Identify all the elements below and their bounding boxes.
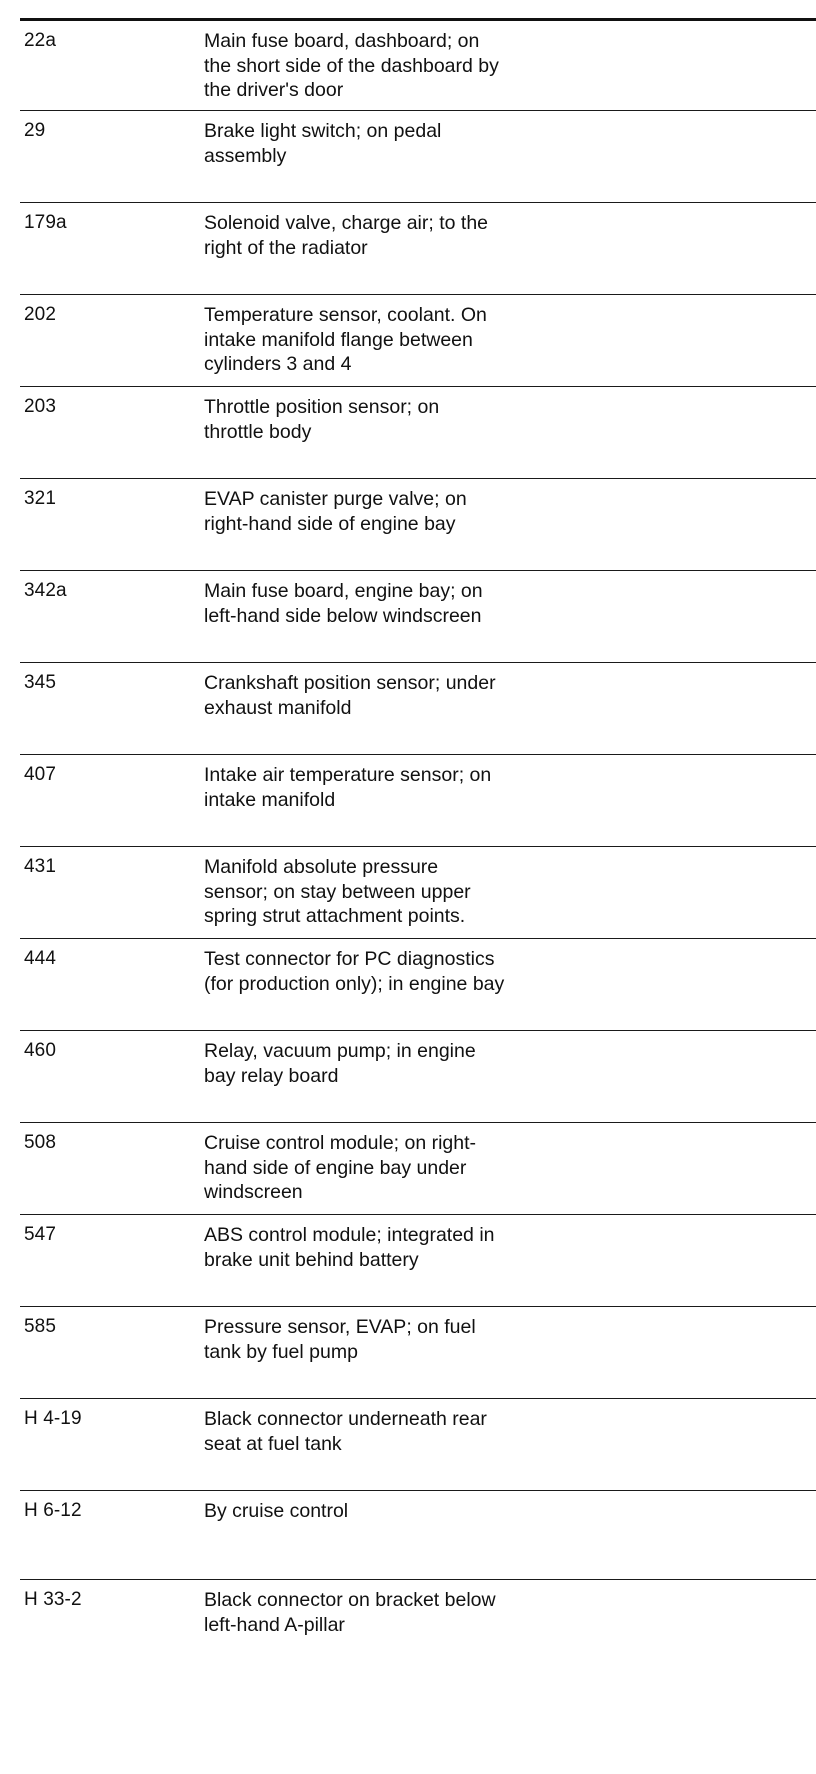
table-row (20, 1398, 816, 1490)
component-code: 547 (24, 1224, 57, 1245)
component-location-description: Black connector underneath rear seat at fuel tank (204, 1408, 487, 1455)
component-code: 203 (24, 396, 57, 417)
component-location-description: Relay, vacuum pump; in engine bay relay board (204, 1040, 476, 1087)
component-code: 444 (24, 948, 57, 969)
table-row (20, 570, 816, 662)
component-location-description: Solenoid valve, charge air; to the right of the radiator (204, 212, 489, 259)
component-location-description: Test connector for PC diagnostics (for production only); in engine bay (204, 948, 505, 995)
table-row (20, 846, 816, 938)
component-code: 345 (24, 672, 57, 693)
table-row (20, 754, 816, 846)
table-row (20, 1306, 816, 1398)
component-location-description: Black connector on bracket below left-hand A-pillar (204, 1589, 496, 1636)
component-location-description: Manifold absolute pressure sensor; on stay between upper spring strut attachment points. (204, 856, 471, 927)
component-code: 321 (24, 488, 57, 509)
component-location-description: ABS control module; integrated in brake unit behind battery (204, 1224, 495, 1271)
component-code: 179a (24, 212, 67, 233)
component-location-description: Temperature sensor, coolant. On intake manifold flange between cylinders 3 and 4 (204, 304, 487, 375)
component-code: 202 (24, 304, 57, 325)
table-row (20, 202, 816, 294)
component-code: 29 (24, 120, 46, 141)
component-code: 508 (24, 1132, 57, 1153)
component-location-description: Main fuse board, dashboard; on the short side of the dashboard by the driver's door (204, 30, 499, 101)
component-code: H 4-19 (24, 1408, 82, 1429)
component-location-description: By cruise control (204, 1500, 349, 1522)
table-row (20, 478, 816, 570)
table-row (20, 1490, 816, 1579)
component-code: 460 (24, 1040, 57, 1061)
table-row (20, 18, 816, 110)
table-row (20, 1579, 816, 1671)
component-location-description: Crankshaft position sensor; under exhaust manifold (204, 672, 496, 719)
table-row (20, 1030, 816, 1122)
component-code: 431 (24, 856, 57, 877)
component-location-description: Intake air temperature sensor; on intake manifold (204, 764, 492, 811)
table-row (20, 1214, 816, 1306)
component-code: 585 (24, 1316, 57, 1337)
component-code: 342a (24, 580, 67, 601)
table-row (20, 662, 816, 754)
table-row (20, 294, 816, 386)
component-location-description: Throttle position sensor; on throttle body (204, 396, 440, 443)
table-row (20, 938, 816, 1030)
table-row (20, 110, 816, 202)
component-code: H 6-12 (24, 1500, 82, 1521)
component-location-description: Main fuse board, engine bay; on left-hand side below windscreen (204, 580, 483, 627)
component-code: H 33-2 (24, 1589, 82, 1610)
component-location-description: Brake light switch; on pedal assembly (204, 120, 442, 167)
component-location-description: Cruise control module; on right- hand side of engine bay under windscreen (204, 1132, 477, 1203)
component-location-description: EVAP canister purge valve; on right-hand side of engine bay (204, 488, 467, 535)
component-code: 22a (24, 30, 57, 51)
component-location-table (20, 18, 816, 1671)
component-code: 407 (24, 764, 57, 785)
component-location-description: Pressure sensor, EVAP; on fuel tank by fuel pump (204, 1316, 476, 1363)
table-row (20, 1122, 816, 1214)
table-row (20, 386, 816, 478)
